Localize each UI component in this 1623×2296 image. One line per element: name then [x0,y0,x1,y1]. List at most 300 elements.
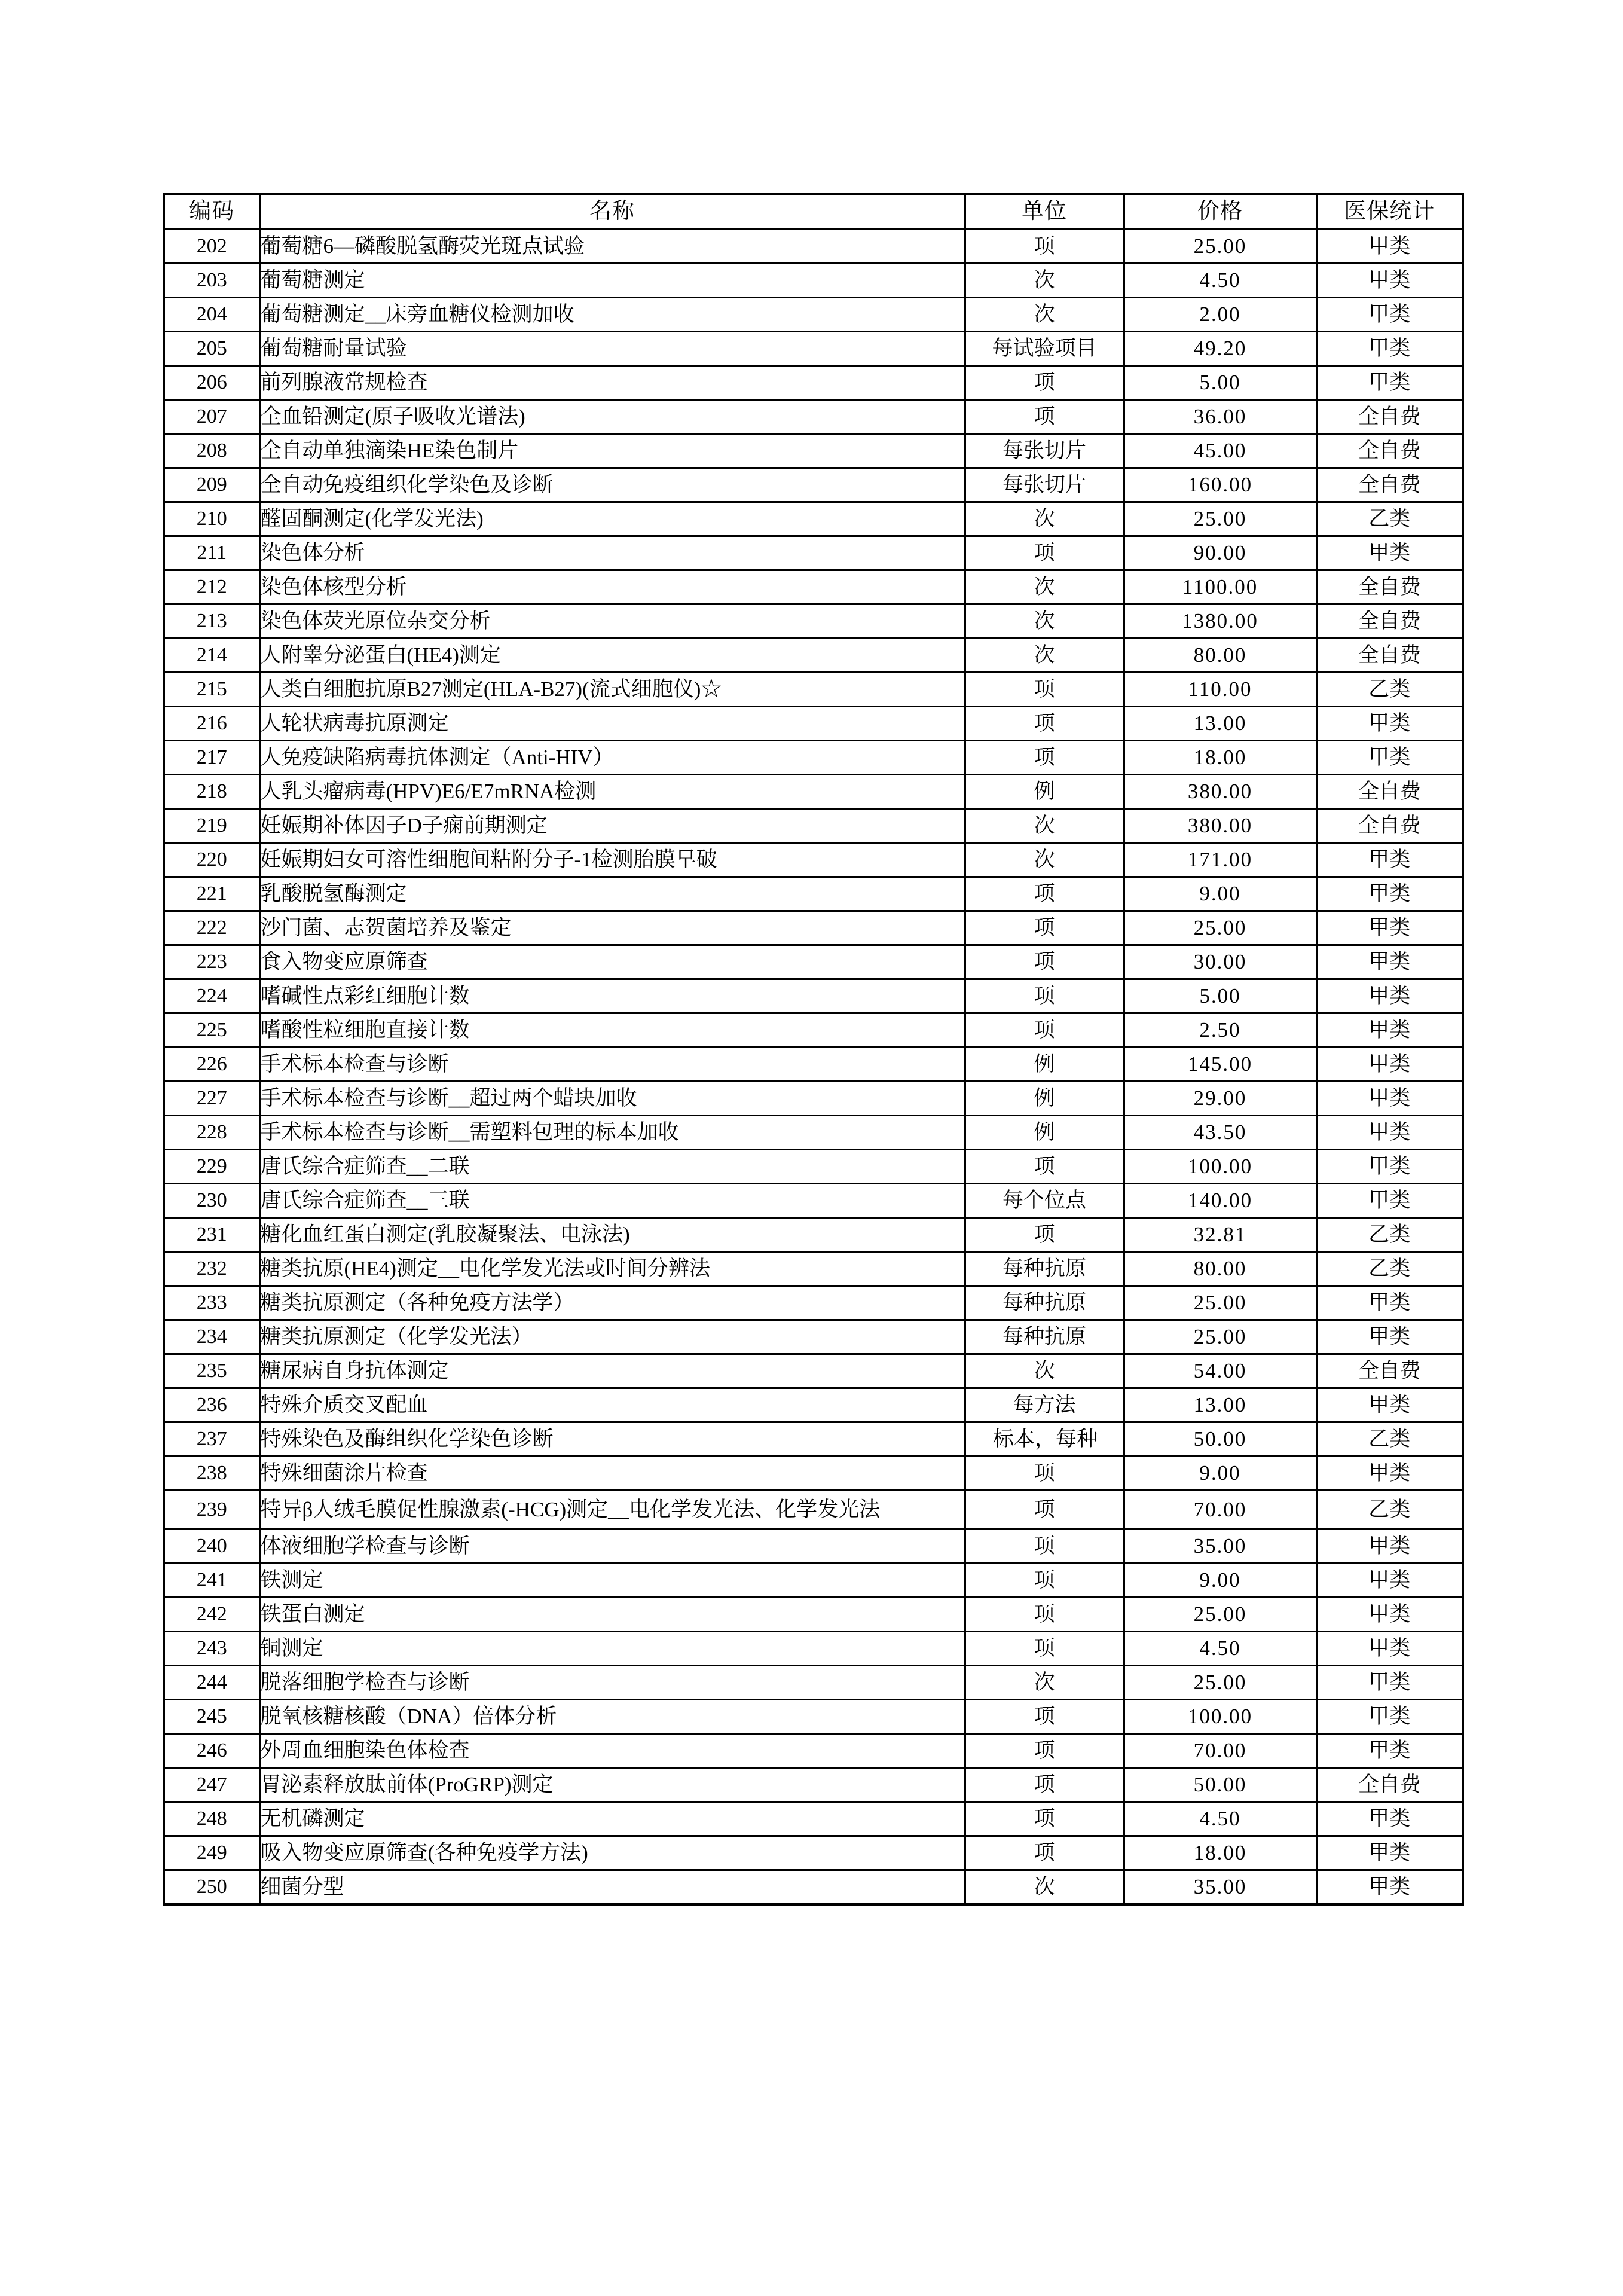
cell-price: 9.00 [1124,1564,1316,1598]
cell-price: 100.00 [1124,1700,1316,1734]
cell-price: 13.00 [1124,1388,1316,1422]
cell-unit: 每种抗原 [965,1286,1124,1320]
cell-insurance-category: 甲类 [1316,1529,1463,1564]
table-row [164,1734,1463,1768]
medical-service-price-table [163,193,1464,1906]
cell-unit: 项 [965,707,1124,741]
cell-price: 50.00 [1124,1768,1316,1802]
cell-insurance-category: 全自费 [1316,1768,1463,1802]
cell-unit: 次 [965,1354,1124,1388]
cell-code: 224 [164,979,259,1013]
table-row [164,1491,1463,1529]
cell-name: 葡萄糖耐量试验 [259,332,965,366]
cell-price: 4.50 [1124,1632,1316,1666]
cell-unit: 例 [965,1116,1124,1150]
cell-unit: 项 [965,536,1124,570]
table-row [164,502,1463,536]
cell-unit: 次 [965,298,1124,332]
table-row [164,775,1463,809]
table-row [164,1184,1463,1218]
cell-unit: 项 [965,400,1124,434]
cell-insurance-category: 甲类 [1316,1632,1463,1666]
cell-code: 226 [164,1048,259,1082]
cell-unit: 例 [965,1082,1124,1116]
table-row [164,1700,1463,1734]
table-row [164,1150,1463,1184]
cell-insurance-category: 甲类 [1316,536,1463,570]
cell-name: 嗜碱性点彩红细胞计数 [259,979,965,1013]
cell-insurance-category: 甲类 [1316,1150,1463,1184]
cell-code: 245 [164,1700,259,1734]
cell-unit: 次 [965,1870,1124,1905]
cell-code: 221 [164,877,259,911]
cell-code: 240 [164,1529,259,1564]
cell-insurance-category: 全自费 [1316,434,1463,468]
table-row [164,298,1463,332]
table-row [164,1564,1463,1598]
cell-price: 171.00 [1124,843,1316,877]
column-header-unit: 单位 [965,194,1124,230]
cell-name: 沙门菌、志贺菌培养及鉴定 [259,911,965,945]
cell-price: 25.00 [1124,1286,1316,1320]
cell-name: 糖类抗原测定（各种免疫方法学） [259,1286,965,1320]
cell-name: 唐氏综合症筛查__二联 [259,1150,965,1184]
table-row [164,1529,1463,1564]
cell-insurance-category: 甲类 [1316,707,1463,741]
cell-code: 211 [164,536,259,570]
cell-insurance-category: 甲类 [1316,1013,1463,1048]
table-row [164,332,1463,366]
cell-name: 糖尿病自身抗体测定 [259,1354,965,1388]
cell-insurance-category: 全自费 [1316,400,1463,434]
cell-insurance-category: 甲类 [1316,979,1463,1013]
cell-unit: 项 [965,1529,1124,1564]
table-row [164,877,1463,911]
cell-price: 1100.00 [1124,570,1316,604]
cell-insurance-category: 全自费 [1316,809,1463,843]
cell-code: 208 [164,434,259,468]
cell-unit: 次 [965,809,1124,843]
cell-name: 铁蛋白测定 [259,1598,965,1632]
cell-price: 30.00 [1124,945,1316,979]
table-row [164,1320,1463,1354]
cell-insurance-category: 乙类 [1316,502,1463,536]
cell-unit: 次 [965,1666,1124,1700]
cell-name: 手术标本检查与诊断__需塑料包理的标本加收 [259,1116,965,1150]
cell-price: 2.50 [1124,1013,1316,1048]
cell-name: 染色体荧光原位杂交分析 [259,604,965,639]
cell-price: 90.00 [1124,536,1316,570]
cell-unit: 项 [965,1768,1124,1802]
cell-name: 唐氏综合症筛查__三联 [259,1184,965,1218]
cell-code: 220 [164,843,259,877]
cell-unit: 项 [965,979,1124,1013]
cell-unit [965,1422,1124,1457]
table-row [164,604,1463,639]
cell-unit: 每个位点 [965,1184,1124,1218]
cell-name: 葡萄糖测定 [259,264,965,298]
cell-code: 237 [164,1422,259,1457]
cell-insurance-category: 甲类 [1316,1048,1463,1082]
cell-insurance-category: 甲类 [1316,1700,1463,1734]
cell-insurance-category: 乙类 [1316,1491,1463,1529]
cell-price: 36.00 [1124,400,1316,434]
cell-name: 人免疫缺陷病毒抗体测定（Anti-HIV） [259,741,965,775]
cell-price: 110.00 [1124,673,1316,707]
cell-price: 43.50 [1124,1116,1316,1150]
table-row [164,1082,1463,1116]
cell-code: 250 [164,1870,259,1905]
cell-name: 特殊介质交叉配血 [259,1388,965,1422]
cell-name: 葡萄糖测定__床旁血糖仪检测加收 [259,298,965,332]
cell-code: 229 [164,1150,259,1184]
cell-insurance-category: 甲类 [1316,332,1463,366]
cell-name: 外周血细胞染色体检查 [259,1734,965,1768]
cell-name: 无机磷测定 [259,1802,965,1836]
cell-unit: 项 [965,1734,1124,1768]
table-row [164,1388,1463,1422]
cell-unit: 项 [965,366,1124,400]
cell-insurance-category: 乙类 [1316,1422,1463,1457]
cell-code: 247 [164,1768,259,1802]
table-row [164,1768,1463,1802]
cell-insurance-category: 甲类 [1316,1802,1463,1836]
cell-price: 100.00 [1124,1150,1316,1184]
table-row [164,400,1463,434]
cell-insurance-category: 甲类 [1316,298,1463,332]
cell-code: 214 [164,639,259,673]
cell-unit: 项 [965,1598,1124,1632]
cell-insurance-category: 全自费 [1316,468,1463,502]
table-row [164,230,1463,264]
cell-price: 32.81 [1124,1218,1316,1252]
table-row [164,468,1463,502]
cell-name: 人乳头瘤病毒(HPV)E6/E7mRNA检测 [259,775,965,809]
cell-insurance-category: 乙类 [1316,673,1463,707]
cell-code: 228 [164,1116,259,1150]
cell-price: 145.00 [1124,1048,1316,1082]
cell-insurance-category: 全自费 [1316,1354,1463,1388]
cell-name: 醛固酮测定(化学发光法) [259,502,965,536]
cell-name: 全自动单独滴染HE染色制片 [259,434,965,468]
cell-insurance-category: 全自费 [1316,775,1463,809]
cell-price: 49.20 [1124,332,1316,366]
cell-code: 239 [164,1491,259,1529]
cell-price: 9.00 [1124,1457,1316,1491]
cell-unit: 次 [965,639,1124,673]
cell-code: 223 [164,945,259,979]
cell-unit: 项 [965,1836,1124,1870]
cell-code: 243 [164,1632,259,1666]
table-row [164,1286,1463,1320]
cell-unit: 项 [965,673,1124,707]
cell-insurance-category: 全自费 [1316,604,1463,639]
cell-name: 脱落细胞学检查与诊断 [259,1666,965,1700]
cell-price: 25.00 [1124,1320,1316,1354]
cell-code: 238 [164,1457,259,1491]
cell-price: 380.00 [1124,809,1316,843]
cell-code: 244 [164,1666,259,1700]
cell-code: 231 [164,1218,259,1252]
table-row [164,639,1463,673]
cell-name: 妊娠期妇女可溶性细胞间粘附分子-1检测胎膜早破 [259,843,965,877]
cell-name: 染色体分析 [259,536,965,570]
cell-unit: 次 [965,502,1124,536]
cell-name: 食入物变应原筛查 [259,945,965,979]
cell-price: 2.00 [1124,298,1316,332]
cell-unit: 每试验项目 [965,332,1124,366]
cell-name: 细菌分型 [259,1870,965,1905]
cell-code: 219 [164,809,259,843]
cell-code: 230 [164,1184,259,1218]
cell-code: 248 [164,1802,259,1836]
cell-unit: 项 [965,230,1124,264]
cell-name: 嗜酸性粒细胞直接计数 [259,1013,965,1048]
table-row [164,1802,1463,1836]
cell-unit: 每种抗原 [965,1252,1124,1286]
cell-name: 全血铅测定(原子吸收光谱法) [259,400,965,434]
table-row [164,1598,1463,1632]
cell-price: 18.00 [1124,741,1316,775]
cell-insurance-category: 甲类 [1316,1116,1463,1150]
cell-code: 204 [164,298,259,332]
cell-price: 4.50 [1124,264,1316,298]
cell-unit: 项 [965,1802,1124,1836]
cell-insurance-category: 甲类 [1316,1286,1463,1320]
cell-price: 13.00 [1124,707,1316,741]
cell-price: 29.00 [1124,1082,1316,1116]
cell-insurance-category: 甲类 [1316,1666,1463,1700]
table-row [164,264,1463,298]
table-row [164,1048,1463,1082]
cell-price: 54.00 [1124,1354,1316,1388]
cell-code: 235 [164,1354,259,1388]
table-row [164,366,1463,400]
table-row [164,1632,1463,1666]
cell-price: 80.00 [1124,1252,1316,1286]
cell-name: 铁测定 [259,1564,965,1598]
cell-unit: 项 [965,911,1124,945]
cell-code: 241 [164,1564,259,1598]
cell-insurance-category: 甲类 [1316,366,1463,400]
cell-code: 209 [164,468,259,502]
table-body [164,230,1463,1905]
cell-unit: 例 [965,1048,1124,1082]
cell-unit: 项 [965,1632,1124,1666]
cell-code: 202 [164,230,259,264]
cell-unit: 项 [965,877,1124,911]
cell-name: 特异β人绒毛膜促性腺激素(-HCG)测定__电化学发光法、化学发光法 [259,1491,965,1529]
cell-name: 乳酸脱氢酶测定 [259,877,965,911]
cell-price: 50.00 [1124,1422,1316,1457]
cell-code: 217 [164,741,259,775]
table-row [164,434,1463,468]
table-row [164,809,1463,843]
cell-price: 25.00 [1124,1598,1316,1632]
table-row [164,979,1463,1013]
cell-price: 4.50 [1124,1802,1316,1836]
cell-insurance-category: 甲类 [1316,1320,1463,1354]
table-row [164,945,1463,979]
table-row [164,1013,1463,1048]
cell-insurance-category: 甲类 [1316,1564,1463,1598]
table-row [164,570,1463,604]
cell-insurance-category: 乙类 [1316,1218,1463,1252]
cell-price: 140.00 [1124,1184,1316,1218]
cell-insurance-category: 甲类 [1316,1598,1463,1632]
cell-name: 人附睾分泌蛋白(HE4)测定 [259,639,965,673]
cell-unit: 每张切片 [965,468,1124,502]
cell-code: 215 [164,673,259,707]
column-header-code: 编码 [164,194,259,230]
cell-insurance-category: 甲类 [1316,877,1463,911]
table-row [164,1116,1463,1150]
cell-price: 5.00 [1124,366,1316,400]
column-header-name: 名称 [259,194,965,230]
cell-name: 脱氧核糖核酸（DNA）倍体分析 [259,1700,965,1734]
cell-name: 手术标本检查与诊断 [259,1048,965,1082]
cell-price: 380.00 [1124,775,1316,809]
table-row [164,1354,1463,1388]
table-row [164,1836,1463,1870]
cell-code: 232 [164,1252,259,1286]
cell-code: 227 [164,1082,259,1116]
cell-unit: 项 [965,1457,1124,1491]
cell-name: 吸入物变应原筛查(各种免疫学方法) [259,1836,965,1870]
cell-insurance-category: 全自费 [1316,570,1463,604]
cell-insurance-category: 甲类 [1316,1388,1463,1422]
cell-insurance-category: 乙类 [1316,1252,1463,1286]
cell-price: 25.00 [1124,1666,1316,1700]
cell-name: 前列腺液常规检查 [259,366,965,400]
cell-name: 体液细胞学检查与诊断 [259,1529,965,1564]
cell-code: 246 [164,1734,259,1768]
cell-code: 242 [164,1598,259,1632]
table-row [164,843,1463,877]
cell-unit: 项 [965,945,1124,979]
cell-name: 手术标本检查与诊断__超过两个蜡块加收 [259,1082,965,1116]
cell-price: 1380.00 [1124,604,1316,639]
cell-price: 25.00 [1124,502,1316,536]
cell-code: 234 [164,1320,259,1354]
cell-code: 233 [164,1286,259,1320]
cell-price: 5.00 [1124,979,1316,1013]
cell-price: 45.00 [1124,434,1316,468]
cell-name: 特殊细菌涂片检查 [259,1457,965,1491]
cell-unit: 项 [965,1150,1124,1184]
cell-unit-text: 标本，每种 [992,1427,1098,1451]
cell-insurance-category: 甲类 [1316,264,1463,298]
cell-unit: 项 [965,1013,1124,1048]
cell-insurance-category: 甲类 [1316,1082,1463,1116]
table-row [164,1870,1463,1905]
cell-unit: 每张切片 [965,434,1124,468]
cell-price: 25.00 [1124,230,1316,264]
cell-unit: 例 [965,775,1124,809]
cell-insurance-category: 甲类 [1316,945,1463,979]
table-header [164,194,1463,230]
cell-name: 糖类抗原(HE4)测定__电化学发光法或时间分辨法 [259,1252,965,1286]
table-row [164,673,1463,707]
cell-name: 妊娠期补体因子D子痫前期测定 [259,809,965,843]
column-header-insurance: 医保统计 [1316,194,1463,230]
cell-code: 205 [164,332,259,366]
cell-code: 203 [164,264,259,298]
cell-unit: 项 [965,1218,1124,1252]
cell-name: 糖类抗原测定（化学发光法） [259,1320,965,1354]
cell-insurance-category: 甲类 [1316,1457,1463,1491]
cell-code: 206 [164,366,259,400]
cell-unit: 次 [965,570,1124,604]
cell-insurance-category: 甲类 [1316,1870,1463,1905]
cell-unit: 项 [965,1491,1124,1529]
cell-name: 人类白细胞抗原B27测定(HLA-B27)(流式细胞仪)☆ [259,673,965,707]
cell-unit: 项 [965,1700,1124,1734]
cell-code: 213 [164,604,259,639]
cell-code: 210 [164,502,259,536]
table-row [164,707,1463,741]
cell-code: 225 [164,1013,259,1048]
cell-price: 18.00 [1124,1836,1316,1870]
cell-insurance-category: 甲类 [1316,1184,1463,1218]
cell-price: 70.00 [1124,1491,1316,1529]
cell-price: 35.00 [1124,1870,1316,1905]
cell-name: 特殊染色及酶组织化学染色诊断 [259,1422,965,1457]
table-header-row [164,194,1463,230]
cell-code: 249 [164,1836,259,1870]
table-row [164,1457,1463,1491]
table-row [164,1218,1463,1252]
table-row [164,741,1463,775]
cell-unit: 每种抗原 [965,1320,1124,1354]
cell-code: 222 [164,911,259,945]
cell-code: 216 [164,707,259,741]
cell-unit: 项 [965,741,1124,775]
cell-code: 207 [164,400,259,434]
cell-insurance-category: 甲类 [1316,230,1463,264]
table-row [164,1422,1463,1457]
cell-price: 80.00 [1124,639,1316,673]
cell-name: 葡萄糖6—磷酸脱氢酶荧光斑点试验 [259,230,965,264]
cell-price: 70.00 [1124,1734,1316,1768]
cell-unit: 项 [965,1564,1124,1598]
cell-insurance-category: 全自费 [1316,639,1463,673]
price-table-container [163,193,1462,1906]
cell-name: 铜测定 [259,1632,965,1666]
cell-insurance-category: 甲类 [1316,911,1463,945]
cell-price: 9.00 [1124,877,1316,911]
cell-name: 人轮状病毒抗原测定 [259,707,965,741]
cell-insurance-category: 甲类 [1316,843,1463,877]
cell-code: 212 [164,570,259,604]
cell-name: 染色体核型分析 [259,570,965,604]
table-row [164,911,1463,945]
table-row [164,1252,1463,1286]
cell-name: 胃泌素释放肽前体(ProGRP)测定 [259,1768,965,1802]
cell-unit: 每方法 [965,1388,1124,1422]
cell-insurance-category: 甲类 [1316,741,1463,775]
cell-name: 糖化血红蛋白测定(乳胶凝聚法、电泳法) [259,1218,965,1252]
cell-unit: 次 [965,843,1124,877]
cell-price: 35.00 [1124,1529,1316,1564]
cell-insurance-category: 甲类 [1316,1734,1463,1768]
cell-price: 25.00 [1124,911,1316,945]
cell-code: 218 [164,775,259,809]
cell-code: 236 [164,1388,259,1422]
table-row [164,536,1463,570]
cell-name: 全自动免疫组织化学染色及诊断 [259,468,965,502]
table-row [164,1666,1463,1700]
